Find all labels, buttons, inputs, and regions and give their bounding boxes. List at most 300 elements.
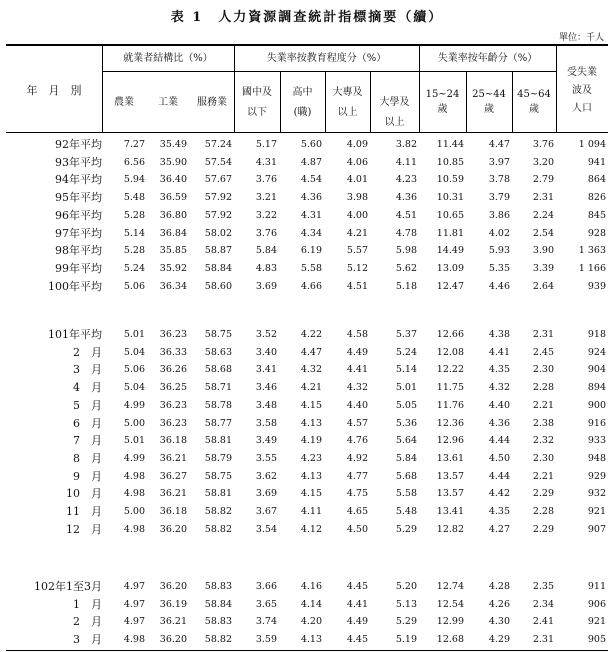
header-group-age: 失業率按年齡分（%） — [437, 53, 538, 64]
table-cell: 4.29 — [488, 634, 510, 646]
table-cell: 2.35 — [532, 581, 554, 592]
header-period: 年 月 別 — [26, 84, 82, 97]
table-cell: 4.45 — [346, 634, 368, 646]
table-cell: 4.16 — [300, 581, 322, 592]
table-cell: 58.84 — [204, 598, 232, 610]
table-cell: 35.92 — [159, 262, 187, 274]
table-cell: 894 — [587, 382, 606, 394]
table-cell: 4.13 — [300, 470, 322, 482]
table-cell: 10.31 — [436, 192, 464, 204]
table-cell: 12.36 — [436, 417, 464, 429]
table-cell: 4.28 — [488, 581, 510, 592]
row-label: 102年1至3月 — [34, 580, 102, 593]
table-cell: 4.98 — [123, 488, 145, 500]
table-cell: 5.48 — [123, 192, 145, 204]
table-cell: 13.09 — [436, 262, 464, 274]
table-row — [6, 136, 608, 153]
table-cell: 13.57 — [436, 470, 464, 482]
table-row — [6, 171, 608, 188]
table-cell: 5.68 — [395, 470, 417, 482]
table-cell: 4.65 — [346, 506, 368, 517]
table-cell: 10.59 — [436, 174, 464, 186]
header-age-15-24: 15~24 — [425, 89, 460, 100]
table-cell: 4.76 — [346, 435, 368, 447]
table-cell: 5.00 — [123, 417, 145, 429]
table-cell: 5.48 — [395, 506, 417, 517]
header-age-25-44: 25~44 — [472, 89, 506, 100]
table-cell: 4.66 — [300, 280, 322, 292]
table-cell: 3.22 — [255, 209, 277, 221]
table-cell: 35.85 — [159, 245, 187, 257]
table-cell: 4.31 — [255, 156, 277, 168]
table-cell: 4.06 — [346, 156, 368, 168]
table-cell: 10.65 — [436, 209, 464, 221]
table-cell: 5.06 — [123, 280, 145, 292]
table-cell: 4.34 — [300, 227, 322, 239]
table-cell: 58.77 — [204, 417, 232, 429]
table-cell: 58.71 — [204, 382, 232, 394]
table-cell: 3.39 — [532, 262, 554, 274]
table-cell: 2.21 — [532, 399, 554, 411]
table-cell: 3.55 — [255, 452, 277, 464]
table-cell: 905 — [587, 634, 606, 646]
header-age-25-44-2: 歲 — [484, 104, 494, 115]
table-cell: 11.44 — [436, 139, 464, 150]
table-cell: 57.24 — [204, 139, 232, 150]
table-row — [6, 278, 608, 295]
table-cell: 13.61 — [436, 452, 464, 464]
table-cell: 4.35 — [488, 364, 510, 376]
table-row — [6, 154, 608, 171]
table-cell: 4.19 — [300, 435, 322, 447]
table-cell: 4.41 — [346, 364, 368, 376]
table-cell: 14.49 — [436, 245, 464, 257]
table-cell: 4.97 — [123, 616, 145, 628]
table-cell: 3.41 — [255, 364, 277, 376]
table-cell: 2.30 — [532, 364, 554, 376]
table-cell: 906 — [587, 598, 606, 610]
table-cell: 939 — [587, 280, 606, 292]
table-row — [6, 361, 608, 378]
table-cell: 58.81 — [204, 435, 232, 447]
row-label: 10 月 — [66, 487, 102, 501]
table-row — [6, 450, 608, 467]
row-label: 101年平均 — [48, 328, 102, 341]
header-university-2: 以上 — [384, 117, 405, 128]
table-cell: 5.37 — [395, 329, 417, 340]
table-cell: 904 — [587, 364, 606, 376]
table-cell: 5.01 — [123, 329, 145, 340]
table-cell: 4.83 — [255, 262, 277, 274]
table-cell: 3.49 — [255, 435, 277, 447]
table-cell: 4.23 — [395, 174, 417, 186]
table-cell: 5.98 — [395, 245, 417, 257]
row-label: 98年平均 — [55, 244, 102, 258]
table-cell: 36.84 — [159, 227, 187, 239]
table-cell: 58.83 — [204, 616, 232, 628]
table-cell: 3.74 — [255, 616, 277, 628]
table-cell: 5.20 — [395, 581, 417, 592]
table-cell: 5.05 — [395, 399, 417, 411]
table-row — [6, 260, 608, 277]
table-cell: 3.79 — [488, 192, 510, 204]
table-cell: 4.54 — [300, 174, 322, 186]
table-cell: 5.00 — [123, 506, 145, 517]
header-junior-high: 國中及 — [242, 87, 272, 98]
table-cell: 3.59 — [255, 634, 277, 646]
header-senior-high-2: (職) — [293, 107, 312, 118]
table-cell: 2.32 — [532, 435, 554, 447]
table-cell: 4.50 — [488, 452, 510, 464]
table-cell: 36.34 — [159, 280, 187, 292]
row-label: 12 月 — [66, 522, 102, 536]
table-cell: 3.90 — [532, 245, 554, 257]
table-cell: 5.04 — [123, 382, 145, 394]
table-cell: 3.48 — [255, 399, 277, 411]
row-label: 2 月 — [73, 345, 102, 359]
row-label: 3 月 — [73, 633, 102, 647]
table-cell: 4.40 — [488, 399, 510, 411]
table-cell: 1 094 — [578, 139, 606, 150]
row-label: 1 月 — [73, 597, 102, 611]
row-label: 9 月 — [73, 469, 102, 483]
table-cell: 2.54 — [532, 227, 554, 239]
row-label: 4 月 — [73, 381, 102, 395]
table-row — [6, 242, 608, 259]
table-cell: 941 — [587, 156, 606, 168]
table-cell: 928 — [587, 227, 606, 239]
table-cell: 12.47 — [436, 280, 464, 292]
table-cell: 4.92 — [346, 452, 368, 464]
row-label: 97年平均 — [55, 226, 102, 240]
table-cell: 5.36 — [395, 417, 417, 429]
table-cell: 5.24 — [395, 346, 417, 358]
table-row — [6, 432, 608, 449]
header-divider — [512, 72, 513, 132]
table-cell: 36.21 — [159, 488, 187, 500]
table-cell: 36.23 — [159, 329, 187, 340]
table-cell: 5.64 — [395, 435, 417, 447]
row-label: 94年平均 — [55, 173, 102, 187]
table-cell: 58.81 — [204, 488, 232, 500]
table-cell: 5.29 — [395, 616, 417, 628]
table-cell: 4.02 — [488, 227, 510, 239]
table-cell: 4.49 — [346, 616, 368, 628]
table-cell: 4.22 — [300, 329, 322, 340]
table-cell: 924 — [587, 346, 606, 358]
table-title: 表 1 人力資源調查統計指標摘要（續） — [170, 10, 444, 25]
table-cell: 948 — [587, 452, 606, 464]
table-cell: 36.19 — [159, 598, 187, 610]
table-cell: 57.92 — [204, 209, 232, 221]
table-cell: 3.62 — [255, 470, 277, 482]
table-cell: 4.23 — [300, 452, 322, 464]
row-label: 5 月 — [73, 398, 102, 412]
table-cell: 3.86 — [488, 209, 510, 221]
table-row — [6, 503, 608, 520]
table-cell: 4.35 — [488, 506, 510, 517]
table-cell: 5.17 — [255, 139, 277, 150]
header-age-45-64-2: 歲 — [529, 104, 539, 115]
header-industry: 工業 — [158, 97, 178, 108]
table-row — [6, 207, 608, 224]
table-cell: 3.54 — [255, 523, 277, 535]
table-cell: 918 — [587, 329, 606, 340]
table-cell: 1 363 — [578, 245, 606, 257]
table-cell: 58.87 — [204, 245, 232, 257]
table-row — [6, 189, 608, 206]
table-cell: 4.98 — [123, 470, 145, 482]
table-cell: 4.98 — [123, 523, 145, 535]
table-cell: 2.29 — [532, 523, 554, 535]
table-cell: 4.45 — [346, 581, 368, 592]
table-cell: 4.50 — [346, 523, 368, 535]
table-cell: 864 — [587, 174, 606, 186]
table-cell: 4.40 — [346, 399, 368, 411]
table-row — [6, 521, 608, 538]
header-affected: 受失業 — [567, 67, 597, 78]
table-cell: 12.74 — [436, 581, 464, 592]
table-cell: 2.38 — [532, 417, 554, 429]
table-top-rule — [6, 44, 608, 46]
table-cell: 932 — [587, 488, 606, 500]
table-cell: 911 — [587, 581, 606, 592]
table-cell: 4.00 — [346, 209, 368, 221]
table-cell: 58.75 — [204, 470, 232, 482]
table-cell: 4.01 — [346, 174, 368, 186]
table-cell: 36.25 — [159, 382, 187, 394]
table-cell: 4.78 — [395, 227, 417, 239]
table-cell: 4.87 — [300, 156, 322, 168]
row-label: 92年平均 — [55, 138, 102, 151]
table-cell: 5.14 — [123, 227, 145, 239]
table-cell: 36.18 — [159, 506, 187, 517]
table-cell: 5.58 — [395, 488, 417, 500]
table-cell: 11.76 — [436, 399, 464, 411]
table-cell: 58.02 — [204, 227, 232, 239]
header-senior-high: 高中 — [292, 87, 313, 98]
table-cell: 4.51 — [395, 209, 417, 221]
row-label: 11 月 — [66, 505, 102, 518]
table-cell: 5.12 — [346, 262, 368, 274]
table-cell: 4.77 — [346, 470, 368, 482]
table-cell: 845 — [587, 209, 606, 221]
table-cell: 907 — [587, 523, 606, 535]
table-cell: 11.81 — [436, 227, 464, 239]
table-cell: 921 — [587, 616, 606, 628]
header-age-45-64: 45~64 — [517, 89, 551, 100]
table-cell: 57.92 — [204, 192, 232, 204]
table-cell: 3.76 — [255, 227, 277, 239]
table-cell: 2.31 — [532, 329, 554, 340]
table-cell: 5.14 — [395, 364, 417, 376]
header-bottom-rule — [6, 132, 608, 133]
table-row — [6, 631, 608, 648]
table-cell: 5.13 — [395, 598, 417, 610]
table-cell: 5.94 — [123, 174, 145, 186]
table-cell: 2.34 — [532, 598, 554, 610]
table-cell: 5.29 — [395, 523, 417, 535]
table-cell: 4.57 — [346, 417, 368, 429]
table-cell: 58.78 — [204, 399, 232, 411]
table-row — [6, 225, 608, 242]
table-cell: 10.85 — [436, 156, 464, 168]
table-cell: 3.97 — [488, 156, 510, 168]
table-cell: 2.28 — [532, 382, 554, 394]
table-cell: 3.82 — [395, 139, 417, 150]
table-cell: 4.99 — [123, 399, 145, 411]
table-cell: 57.67 — [204, 174, 232, 186]
table-cell: 36.21 — [159, 616, 187, 628]
table-cell: 13.57 — [436, 488, 464, 500]
table-cell: 58.83 — [204, 581, 232, 592]
table-cell: 929 — [587, 470, 606, 482]
table-cell: 11.75 — [436, 382, 464, 394]
table-cell: 2.79 — [532, 174, 554, 186]
table-cell: 4.21 — [346, 227, 368, 239]
table-cell: 2.21 — [532, 470, 554, 482]
table-cell: 4.58 — [346, 329, 368, 340]
table-row — [6, 397, 608, 414]
table-cell: 12.54 — [436, 598, 464, 610]
table-cell: 36.40 — [159, 174, 187, 186]
table-row — [6, 379, 608, 396]
table-cell: 4.46 — [488, 280, 510, 292]
table-cell: 4.44 — [488, 470, 510, 482]
table-cell: 3.58 — [255, 417, 277, 429]
header-university: 大學及 — [379, 97, 410, 108]
table-cell: 4.27 — [488, 523, 510, 535]
table-cell: 933 — [587, 435, 606, 447]
table-cell: 2.31 — [532, 634, 554, 646]
table-cell: 5.62 — [395, 262, 417, 274]
table-cell: 4.36 — [395, 192, 417, 204]
table-cell: 4.44 — [488, 435, 510, 447]
table-cell: 4.21 — [300, 382, 322, 394]
table-cell: 4.15 — [300, 488, 322, 500]
header-divider — [466, 72, 467, 132]
table-cell: 4.41 — [488, 346, 510, 358]
table-bottom-rule — [6, 650, 608, 651]
table-row — [6, 468, 608, 485]
table-cell: 4.15 — [300, 399, 322, 411]
header-group-education: 失業率按教育程度分（%） — [266, 53, 387, 64]
header-divider — [280, 72, 281, 132]
table-cell: 4.98 — [123, 634, 145, 646]
header-group-rule — [102, 71, 556, 72]
table-cell: 3.69 — [255, 280, 277, 292]
table-cell: 3.69 — [255, 488, 277, 500]
table-cell: 5.01 — [395, 382, 417, 394]
table-cell: 4.13 — [300, 417, 322, 429]
header-affected-3: 人口 — [572, 103, 592, 114]
table-cell: 3.65 — [255, 598, 277, 610]
table-cell: 4.11 — [395, 156, 417, 168]
table-cell: 2.30 — [532, 452, 554, 464]
row-label: 93年平均 — [55, 155, 102, 169]
table-cell: 35.90 — [159, 156, 187, 168]
table-cell: 4.30 — [488, 616, 510, 628]
table-cell: 58.84 — [204, 262, 232, 274]
table-cell: 2.45 — [532, 346, 554, 358]
table-cell: 5.18 — [395, 280, 417, 292]
table-cell: 5.28 — [123, 209, 145, 221]
table-cell: 5.01 — [123, 435, 145, 447]
table-cell: 4.75 — [346, 488, 368, 500]
header-junior-high-2: 以下 — [247, 107, 267, 118]
table-cell: 3.46 — [255, 382, 277, 394]
table-cell: 36.21 — [159, 452, 187, 464]
table-cell: 3.40 — [255, 346, 277, 358]
table-cell: 2.29 — [532, 488, 554, 500]
table-cell: 2.28 — [532, 506, 554, 517]
table-cell: 5.58 — [300, 262, 322, 274]
table-row — [6, 344, 608, 361]
table-row — [6, 326, 608, 343]
table-cell: 5.93 — [488, 245, 510, 257]
header-affected-2: 波及 — [572, 85, 592, 96]
table-cell: 5.60 — [300, 139, 322, 150]
row-label: 100年平均 — [48, 279, 102, 293]
row-label: 99年平均 — [55, 261, 102, 275]
table-cell: 3.98 — [346, 192, 368, 204]
table-row — [6, 596, 608, 613]
table-cell: 4.32 — [346, 382, 368, 394]
table-cell: 4.36 — [488, 417, 510, 429]
table-cell: 36.20 — [159, 523, 187, 535]
table-cell: 4.13 — [300, 634, 322, 646]
row-label: 7 月 — [73, 434, 102, 448]
row-label: 3 月 — [73, 363, 102, 377]
table-cell: 4.36 — [300, 192, 322, 204]
table-cell: 921 — [587, 506, 606, 517]
table-cell: 5.04 — [123, 346, 145, 358]
table-cell: 12.08 — [436, 346, 464, 358]
table-cell: 4.32 — [300, 364, 322, 376]
row-label: 96年平均 — [55, 208, 102, 222]
table-cell: 58.63 — [204, 346, 232, 358]
table-cell: 3.21 — [255, 192, 277, 204]
table-cell: 36.33 — [159, 346, 187, 358]
header-agriculture: 農業 — [114, 97, 134, 108]
row-label: 8 月 — [73, 451, 102, 465]
table-cell: 12.96 — [436, 435, 464, 447]
table-cell: 6.56 — [123, 156, 145, 168]
table-cell: 36.26 — [159, 364, 187, 376]
table-cell: 5.57 — [346, 245, 368, 257]
table-cell: 12.99 — [436, 616, 464, 628]
table-cell: 58.79 — [204, 452, 232, 464]
table-cell: 4.31 — [300, 209, 322, 221]
table-cell: 4.41 — [346, 598, 368, 610]
table-cell: 36.20 — [159, 634, 187, 646]
header-college: 大專及 — [332, 87, 363, 98]
table-cell: 4.51 — [346, 280, 368, 292]
table-cell: 5.84 — [255, 245, 277, 257]
table-cell: 13.41 — [436, 506, 464, 517]
table-cell: 36.27 — [159, 470, 187, 482]
table-cell: 4.49 — [346, 346, 368, 358]
table-cell: 4.97 — [123, 581, 145, 592]
table-cell: 5.19 — [395, 634, 417, 646]
table-cell: 12.82 — [436, 523, 464, 535]
table-cell: 58.60 — [204, 280, 232, 292]
table-cell: 4.09 — [346, 139, 368, 150]
table-cell: 3.66 — [255, 581, 277, 592]
table-cell: 5.28 — [123, 245, 145, 257]
table-cell: 36.23 — [159, 417, 187, 429]
table-row — [6, 485, 608, 502]
